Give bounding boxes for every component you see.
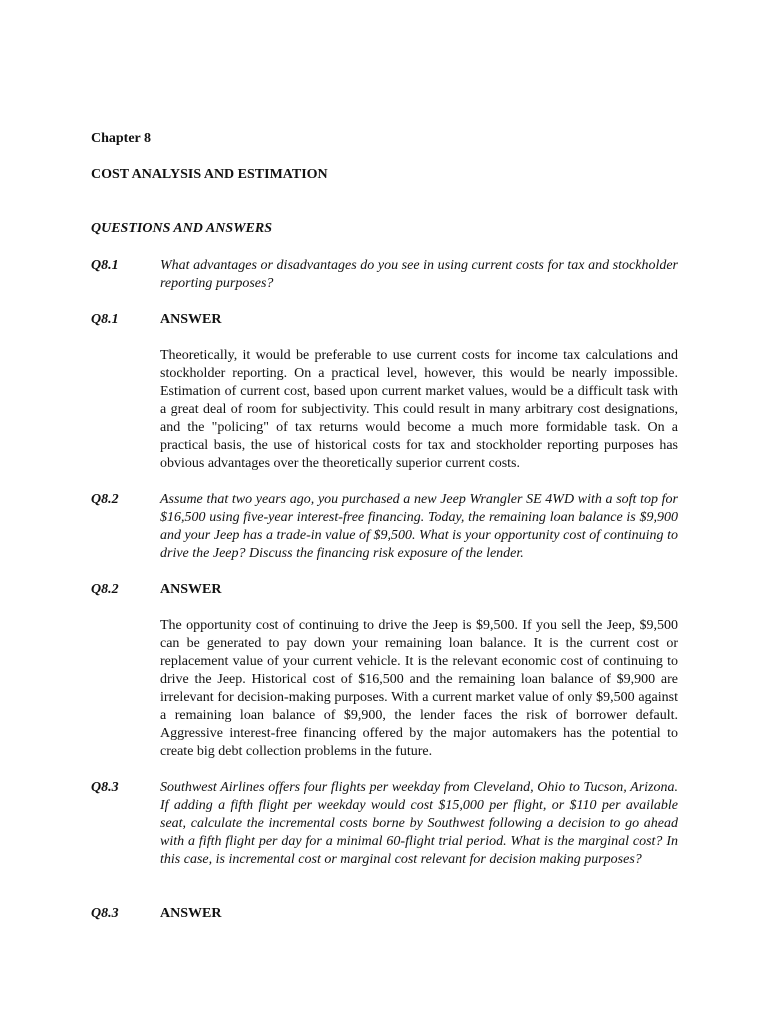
question-text: What advantages or disadvantages do you see in using current costs for tax and stockholder reporting purposes?: [160, 258, 678, 291]
answer-text: The opportunity cost of continuing to drive the Jeep is $9,500. If you sell the Jeep, $9,500 can be generated to pay down your remaining loan balance. It is the current cost or replacement value of your current vehicle. It is the relevant economic cost of continuing to drive the Jeep. Historical cost of $16,500 and the remaining loan balance of $9,900 are irrelevant for decision-making purposes. With a current market value of only $9,500 against a remaining loan balance of $9,900, the lender faces the risk of borrower default. Aggressive interest-free financing offered by the major automakers has the potential to create big debt collection problems in the future.: [160, 618, 678, 759]
answer-number: Q8.3: [91, 906, 119, 921]
question-number: Q8.3: [91, 780, 119, 795]
chapter-label: Chapter 8: [91, 131, 152, 146]
answer-label: ANSWER: [160, 582, 222, 597]
answer-number: Q8.2: [91, 582, 119, 597]
question-number: Q8.2: [91, 492, 119, 507]
chapter-title: COST ANALYSIS AND ESTIMATION: [91, 167, 328, 182]
question-text: Southwest Airlines offers four flights per weekday from Cleveland, Ohio to Tucson, Arizona. If adding a fifth flight per weekday would cost $15,000 per flight, or $110 per available seat, calculate the incremental costs borne by Southwest following a decision to go ahead with a fifth flight per day for a minimal 60-flight trial period. What is the marginal cost? In this case, is incremental cost or marginal cost relevant for decision making purposes?: [160, 780, 678, 867]
answer-text: Theoretically, it would be preferable to use current costs for income tax calculations and stockholder reporting. On a practical level, however, this would be nearly impossible. Estimation of current cost, based upon current market values, would be a difficult task with a great deal of room for subjectivity. This could result in many arbitrary cost designations, and the "policing" of tax returns would become a much more formidable task. On a practical basis, the use of historical costs for tax and stockholder reporting purposes has obvious advantages over the theoretically superior current costs.: [160, 348, 678, 471]
question-text: Assume that two years ago, you purchased a new Jeep Wrangler SE 4WD with a soft top for $16,500 using five-year interest-free financing. Today, the remaining loan balance is $9,900 and your Jeep has a trade-in value of $9,500. What is your opportunity cost of continuing to drive the Jeep? Discuss the financing risk exposure of the lender.: [160, 492, 678, 561]
answer-label: ANSWER: [160, 312, 222, 327]
question-number: Q8.1: [91, 258, 119, 273]
answer-number: Q8.1: [91, 312, 119, 327]
answer-label: ANSWER: [160, 906, 222, 921]
section-heading: QUESTIONS AND ANSWERS: [91, 221, 273, 236]
